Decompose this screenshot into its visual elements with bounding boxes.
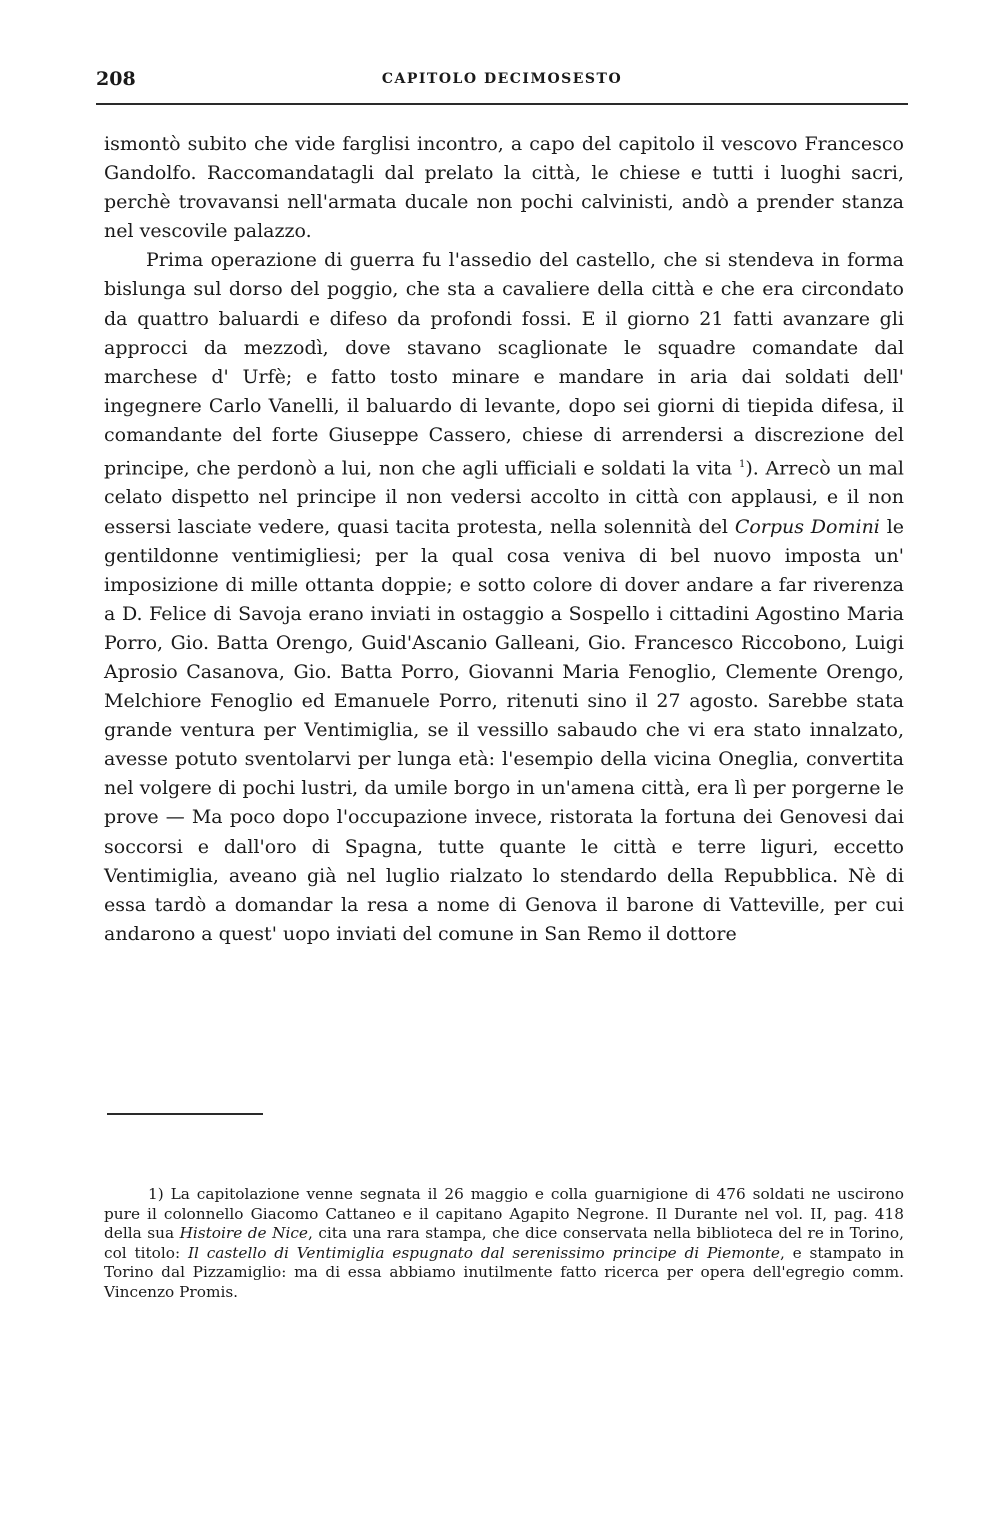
footnote [104, 1185, 904, 1303]
header-rule [96, 103, 908, 105]
footnote-text-a: 1) La capitolazione venne segnata il 26 maggio e colla guarnigione di 476 soldati ne uscirono pure il colonnello Giacomo Cattaneo e il capitano Agapito Negrone. Il Durante nel vol. II, pag. 418 della sua [104, 1185, 904, 1243]
page-header [96, 68, 908, 96]
paragraph-2-text-a: Prima operazione di guerra fu l'assedio del castello, che si stendeva in forma bislunga sul dorso del poggio, che sta a cavaliere della città e che era circondato da quattro baluardi e difeso da profondi fossi. E il giorno 21 fatti avanzare gli approcci da mezzodì, dove stavano scaglionate le squadre comandate dal marchese d' Urfè; e fatto tosto minare e mandare in aria dai soldati dell' ingegnere Carlo Vanelli, il baluardo di levante, dopo sei giorni di tiepida difesa, il comandante del forte Giuseppe Cassero, chiese di arrendersi a discrezione del principe, che perdonò a lui, non che agli ufficiali e soldati la vita [104, 249, 904, 480]
paragraph-1: ismontò subito che vide farglisi incontro, a capo del capitolo il vescovo Francesco Gandolfo. Raccomandatagli dal prelato la città, le chiese e tutti i luoghi sacri, perchè trovavansi nell'armata ducale non pochi calvinisti, andò a prender stanza nel vescovile palazzo. [104, 133, 904, 243]
footnote-reference: 1 [738, 459, 746, 471]
paragraph-2-text-c: le gentildonne ventimigliesi; per la qual cosa veniva di bel nuovo imposta un' imposizione di mille ottanta doppie; e sotto colore di dover andare a far riverenza a D. Felice di Savoja erano inviati in ostaggio a Sospello i cittadini Agostino Maria Porro, Gio. Batta Orengo, Guid'Ascanio Galleani, Gio. Francesco Riccobono, Luigi Aprosio Casanova, Gio. Batta Porro, Giovanni Maria Fenoglio, Clemente Orengo, Melchiore Fenoglio ed Emanuele Porro, ritenuti sino il 27 agosto. Sarebbe stata grande ventura per Ventimiglia, se il vessillo sabaudo che vi era stato innalzato, avesse potuto sventolarvi per lunga età: l'esempio della vicina Oneglia, convertita nel volgere di pochi lustri, da umile borgo in un'amena città, era lì per porgerne le prove — Ma poco dopo l'occupazione invece, ristorata la fortuna dei Genovesi dai soccorsi e dall'oro di Spagna, tutte quante le città e terre liguri, eccetto Ventimiglia, aveano già nel luglio rialzato lo stendardo della Repubblica. Nè di essa tardò a domandar la resa a nome di Genova il barone di Vatteville, per cui andarono a quest' uopo inviati del comune in San Remo il dottore [104, 515, 905, 945]
footnote-separator [107, 1113, 263, 1115]
italic-corpus-domini: Corpus Domini [734, 515, 880, 538]
main-text [104, 130, 904, 949]
running-head: CAPITOLO DECIMOSESTO [381, 71, 623, 87]
footnote-title-castello: Il castello di Ventimiglia espugnato dal serenissimo principe di Piemonte [187, 1243, 780, 1262]
paragraph-2 [104, 246, 904, 949]
paragraph-2-text-b: ). Arrecò un mal celato dispetto nel principe il non vedersi accolto in città con applausi, e il non essersi lasciate vedere, quasi tacita protesta, nella solennità del [104, 457, 904, 538]
footnote-text-c: , e stampato in Torino dal Pizzamiglio: ma di essa abbiamo inutilmente fatto ricerca per opera dell'egregio comm. Vincenzo Promis. [104, 1243, 904, 1301]
footnote-text-b: , cita una rara stampa, che dice conservata nella biblioteca del re in Torino, col titolo: [104, 1224, 904, 1262]
page-number: 208 [96, 68, 136, 90]
footnote-title-histoire: Histoire de Nice [179, 1224, 308, 1243]
